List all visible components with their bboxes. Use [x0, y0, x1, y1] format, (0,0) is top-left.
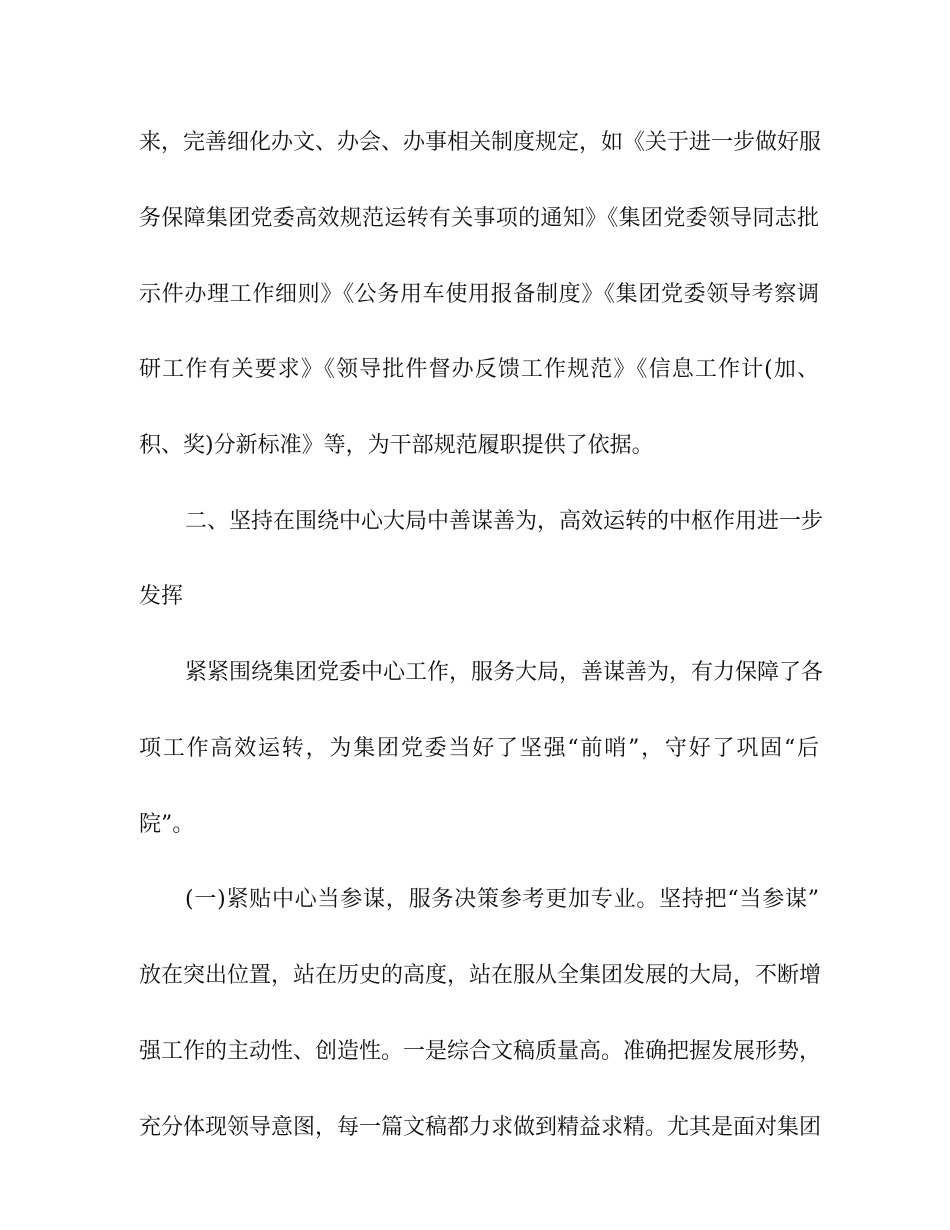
section-heading-line: 发挥 [139, 584, 184, 609]
text-line: 放在突出位置，站在历史的高度，站在服从全集团发展的大局，不断增 [139, 963, 822, 988]
text-line: 强工作的主动性、创造性。一是综合文稿质量高。准确把握发展形势， [139, 1039, 822, 1064]
section-heading-line: 二、坚持在围绕中心大局中善谋善为，高效运转的中枢作用进一步 [185, 509, 824, 534]
text-line: 来，完善细化办文、办会、办事相关制度规定，如《关于进一步做好服 [139, 130, 822, 155]
text-line: 示件办理工作细则》《公务用车使用报备制度》《集团党委领导考察调 [139, 282, 819, 307]
text-line: 务保障集团党委高效规范运转有关事项的通知》《集团党委领导同志批 [139, 206, 819, 231]
text-line: 研工作有关要求》《领导批件督办反馈工作规范》《信息工作计(加、 [139, 357, 819, 382]
text-line: 项工作高效运转，为集团党委当好了坚强“前哨”，守好了巩固“后 [139, 736, 819, 761]
text-line: 紧紧围绕集团党委中心工作，服务大局，善谋善为，有力保障了各 [185, 660, 824, 685]
text-line: (一)紧贴中心当参谋，服务决策参考更加专业。坚持把“当参谋” [185, 887, 819, 912]
text-line: 充分体现领导意图，每一篇文稿都力求做到精益求精。尤其是面对集团 [139, 1115, 822, 1140]
text-line: 积、奖)分新标准》等，为干部规范履职提供了依据。 [139, 433, 654, 458]
text-line: 院”。 [139, 812, 195, 837]
